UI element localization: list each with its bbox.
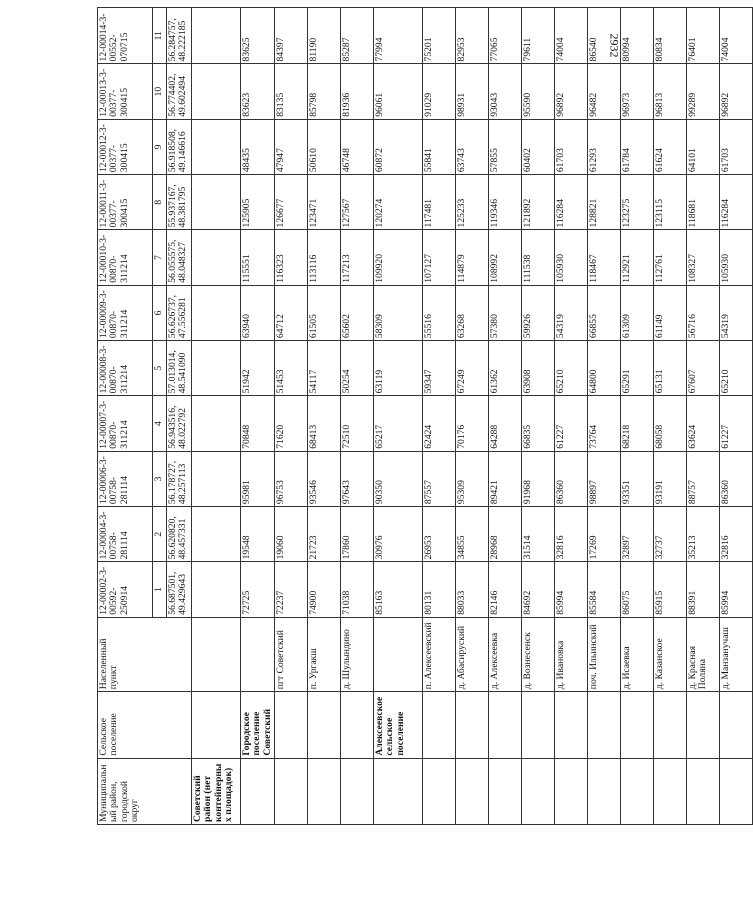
table-row bbox=[522, 8, 555, 825]
cell-distance: 68413 bbox=[308, 396, 341, 451]
cell-locality: п. Ургакш bbox=[308, 617, 341, 691]
cell-distance: 109920 bbox=[374, 230, 423, 285]
table-row bbox=[192, 8, 241, 825]
cell-distance: 60872 bbox=[374, 119, 423, 174]
cell-distance: 63268 bbox=[456, 285, 489, 340]
table-row bbox=[588, 8, 621, 825]
cell-distance: 95590 bbox=[522, 64, 555, 119]
cell-distance: 32897 bbox=[621, 507, 654, 562]
header-point-code: 12-00004-3-00758-281114 bbox=[98, 507, 153, 562]
cell-settlement bbox=[489, 692, 522, 758]
cell-distance: 62424 bbox=[423, 396, 456, 451]
point-coordinates: 56.055575, 48.048327 bbox=[167, 230, 192, 285]
cell-distance: 65210 bbox=[720, 341, 753, 396]
table-row bbox=[275, 8, 308, 825]
cell-distance: 70176 bbox=[456, 396, 489, 451]
column-number: 8 bbox=[153, 175, 167, 230]
cell-distance bbox=[192, 64, 241, 119]
cell-distance: 85163 bbox=[374, 562, 423, 617]
cell-distance: 123471 bbox=[308, 175, 341, 230]
point-coordinates: 57.013014, 48.541090 bbox=[167, 341, 192, 396]
cell-distance: 120274 bbox=[374, 175, 423, 230]
cell-distance: 96753 bbox=[275, 451, 308, 506]
cell-municipality bbox=[275, 758, 308, 824]
cell-distance: 118467 bbox=[588, 230, 621, 285]
cell-municipality bbox=[621, 758, 654, 824]
cell-distance: 65131 bbox=[654, 341, 687, 396]
table-row bbox=[555, 8, 588, 825]
header-settlement: Сельское поселение bbox=[98, 692, 192, 758]
cell-municipality bbox=[522, 758, 555, 824]
cell-locality: д. Вознесенск bbox=[522, 617, 555, 691]
cell-distance: 55841 bbox=[423, 119, 456, 174]
cell-distance: 66855 bbox=[588, 285, 621, 340]
cell-distance: 61624 bbox=[654, 119, 687, 174]
cell-distance: 61227 bbox=[555, 396, 588, 451]
cell-distance: 21723 bbox=[308, 507, 341, 562]
column-number: 2 bbox=[153, 507, 167, 562]
cell-distance: 98897 bbox=[588, 451, 621, 506]
cell-distance: 59926 bbox=[522, 285, 555, 340]
cell-distance: 19060 bbox=[275, 507, 308, 562]
cell-locality: д. Абасируский bbox=[456, 617, 489, 691]
cell-distance: 82953 bbox=[456, 8, 489, 64]
cell-settlement bbox=[423, 692, 456, 758]
cell-distance: 79611 bbox=[522, 8, 555, 64]
header-point-code: 12-00002-3-00592-250914 bbox=[98, 562, 153, 617]
table-row bbox=[456, 8, 489, 825]
cell-distance: 86540 bbox=[588, 8, 621, 64]
cell-distance bbox=[192, 507, 241, 562]
header-municipality: Муниципальный район, городской округ bbox=[98, 758, 192, 824]
cell-locality: д. Казанское bbox=[654, 617, 687, 691]
cell-municipality bbox=[489, 758, 522, 824]
cell-distance: 81936 bbox=[341, 64, 374, 119]
cell-distance: 59347 bbox=[423, 341, 456, 396]
cell-municipality bbox=[687, 758, 720, 824]
cell-distance: 86360 bbox=[555, 451, 588, 506]
cell-distance bbox=[192, 451, 241, 506]
cell-distance: 61703 bbox=[555, 119, 588, 174]
cell-distance: 84397 bbox=[275, 8, 308, 64]
cell-distance: 63908 bbox=[522, 341, 555, 396]
cell-distance: 61309 bbox=[621, 285, 654, 340]
cell-distance: 116323 bbox=[275, 230, 308, 285]
column-number: 7 bbox=[153, 230, 167, 285]
table-row bbox=[687, 8, 720, 825]
cell-locality: д. Манзанучаш bbox=[720, 617, 753, 691]
cell-settlement bbox=[456, 692, 489, 758]
cell-distance: 50254 bbox=[341, 341, 374, 396]
cell-distance: 61505 bbox=[308, 285, 341, 340]
cell-distance: 61784 bbox=[621, 119, 654, 174]
cell-distance: 85798 bbox=[308, 64, 341, 119]
column-number: 4 bbox=[153, 396, 167, 451]
cell-distance bbox=[192, 8, 241, 64]
table-row bbox=[654, 8, 687, 825]
cell-distance: 95309 bbox=[456, 451, 489, 506]
cell-distance: 74004 bbox=[720, 8, 753, 64]
cell-distance: 64101 bbox=[687, 119, 720, 174]
cell-settlement bbox=[341, 692, 374, 758]
cell-distance: 98931 bbox=[456, 64, 489, 119]
cell-distance: 50610 bbox=[308, 119, 341, 174]
cell-distance: 54319 bbox=[720, 285, 753, 340]
cell-distance: 64712 bbox=[275, 285, 308, 340]
cell-distance: 117481 bbox=[423, 175, 456, 230]
cell-distance: 75201 bbox=[423, 8, 456, 64]
cell-distance: 105930 bbox=[555, 230, 588, 285]
cell-distance: 93043 bbox=[489, 64, 522, 119]
cell-distance: 32816 bbox=[720, 507, 753, 562]
cell-distance bbox=[192, 562, 241, 617]
column-number: 1 bbox=[153, 562, 167, 617]
cell-distance: 89421 bbox=[489, 451, 522, 506]
cell-distance: 64288 bbox=[489, 396, 522, 451]
cell-settlement bbox=[275, 692, 308, 758]
cell-distance: 82146 bbox=[489, 562, 522, 617]
cell-distance: 56716 bbox=[687, 285, 720, 340]
point-coordinates: 56.626737, 47.556281 bbox=[167, 285, 192, 340]
cell-distance: 123115 bbox=[654, 175, 687, 230]
cell-settlement bbox=[720, 692, 753, 758]
cell-settlement bbox=[308, 692, 341, 758]
cell-distance: 63743 bbox=[456, 119, 489, 174]
cell-distance: 71038 bbox=[341, 562, 374, 617]
cell-locality: д. Алексеевка bbox=[489, 617, 522, 691]
cell-distance: 114879 bbox=[456, 230, 489, 285]
table-row bbox=[489, 8, 522, 825]
cell-distance: 96061 bbox=[374, 64, 423, 119]
cell-distance: 80994 bbox=[621, 8, 654, 64]
cell-distance: 61703 bbox=[720, 119, 753, 174]
header-point-code: 12-00011-3-00377-300415 bbox=[98, 175, 153, 230]
cell-distance: 48435 bbox=[241, 119, 275, 174]
cell-distance: 28968 bbox=[489, 507, 522, 562]
cell-settlement: Алексеевское сельское поселение bbox=[374, 692, 423, 758]
cell-distance: 88757 bbox=[687, 451, 720, 506]
cell-distance: 77065 bbox=[489, 8, 522, 64]
cell-distance: 84692 bbox=[522, 562, 555, 617]
cell-distance: 35213 bbox=[687, 507, 720, 562]
cell-distance: 86075 bbox=[621, 562, 654, 617]
cell-distance: 51942 bbox=[241, 341, 275, 396]
column-number: 10 bbox=[153, 64, 167, 119]
cell-locality bbox=[374, 617, 423, 691]
cell-distance: 96892 bbox=[555, 64, 588, 119]
cell-distance: 76401 bbox=[687, 8, 720, 64]
header-point-code: 12-00013-3-00377-300415 bbox=[98, 64, 153, 119]
cell-distance: 96892 bbox=[720, 64, 753, 119]
cell-distance: 80131 bbox=[423, 562, 456, 617]
cell-distance bbox=[192, 285, 241, 340]
cell-distance: 96973 bbox=[621, 64, 654, 119]
cell-settlement: Городское поселение Советский bbox=[241, 692, 275, 758]
cell-distance: 74900 bbox=[308, 562, 341, 617]
cell-distance: 116284 bbox=[555, 175, 588, 230]
cell-municipality bbox=[456, 758, 489, 824]
cell-distance: 125233 bbox=[456, 175, 489, 230]
cell-distance: 67249 bbox=[456, 341, 489, 396]
point-coordinates: 56.918508, 49.146616 bbox=[167, 119, 192, 174]
cell-distance: 86360 bbox=[720, 451, 753, 506]
cell-distance: 93191 bbox=[654, 451, 687, 506]
cell-distance: 61293 bbox=[588, 119, 621, 174]
cell-distance: 61227 bbox=[720, 396, 753, 451]
cell-distance: 93351 bbox=[621, 451, 654, 506]
cell-distance: 117213 bbox=[341, 230, 374, 285]
cell-distance: 30976 bbox=[374, 507, 423, 562]
table-row bbox=[341, 8, 374, 825]
cell-distance: 88033 bbox=[456, 562, 489, 617]
table-row bbox=[308, 8, 341, 825]
cell-distance: 91029 bbox=[423, 64, 456, 119]
cell-distance: 85287 bbox=[341, 8, 374, 64]
cell-distance: 81190 bbox=[308, 8, 341, 64]
cell-distance: 65291 bbox=[621, 341, 654, 396]
cell-distance: 97643 bbox=[341, 451, 374, 506]
column-number: 3 bbox=[153, 451, 167, 506]
cell-distance: 63940 bbox=[241, 285, 275, 340]
point-coordinates: 56.687501, 49.429643 bbox=[167, 562, 192, 617]
cell-municipality bbox=[588, 758, 621, 824]
cell-distance: 17269 bbox=[588, 507, 621, 562]
cell-distance: 51453 bbox=[275, 341, 308, 396]
cell-locality: пгт Советский bbox=[275, 617, 308, 691]
cell-settlement bbox=[654, 692, 687, 758]
cell-distance: 26953 bbox=[423, 507, 456, 562]
cell-municipality bbox=[720, 758, 753, 824]
cell-distance: 105930 bbox=[720, 230, 753, 285]
cell-distance: 31514 bbox=[522, 507, 555, 562]
cell-distance: 54319 bbox=[555, 285, 588, 340]
cell-distance: 113116 bbox=[308, 230, 341, 285]
cell-distance: 112761 bbox=[654, 230, 687, 285]
cell-distance: 54117 bbox=[308, 341, 341, 396]
cell-distance: 87557 bbox=[423, 451, 456, 506]
table-row bbox=[621, 8, 654, 825]
cell-distance: 68218 bbox=[621, 396, 654, 451]
cell-distance bbox=[192, 119, 241, 174]
cell-distance: 125905 bbox=[241, 175, 275, 230]
page-number: 2932 bbox=[607, 33, 622, 58]
cell-distance: 17860 bbox=[341, 507, 374, 562]
cell-distance: 83135 bbox=[275, 64, 308, 119]
cell-distance: 72510 bbox=[341, 396, 374, 451]
cell-distance: 126677 bbox=[275, 175, 308, 230]
cell-distance: 77994 bbox=[374, 8, 423, 64]
cell-distance: 63119 bbox=[374, 341, 423, 396]
cell-distance: 72237 bbox=[275, 562, 308, 617]
column-number: 6 bbox=[153, 285, 167, 340]
cell-distance: 60402 bbox=[522, 119, 555, 174]
cell-distance: 119346 bbox=[489, 175, 522, 230]
cell-settlement bbox=[588, 692, 621, 758]
cell-distance bbox=[192, 396, 241, 451]
cell-locality: д. Ивановка bbox=[555, 617, 588, 691]
header-point-code: 12-00009-3-00870-311214 bbox=[98, 285, 153, 340]
cell-municipality bbox=[308, 758, 341, 824]
table-row bbox=[374, 8, 423, 825]
cell-municipality bbox=[341, 758, 374, 824]
cell-locality: п. Алексеевский bbox=[423, 617, 456, 691]
cell-distance: 57380 bbox=[489, 285, 522, 340]
column-number: 9 bbox=[153, 119, 167, 174]
header-point-code: 12-00014-3-00552-070715 bbox=[98, 8, 153, 64]
point-coordinates: 56.178727, 48.257113 bbox=[167, 451, 192, 506]
cell-distance: 88391 bbox=[687, 562, 720, 617]
cell-distance: 116284 bbox=[720, 175, 753, 230]
header-point-code: 12-00012-3-00377-300415 bbox=[98, 119, 153, 174]
cell-distance: 95981 bbox=[241, 451, 275, 506]
cell-distance: 96482 bbox=[588, 64, 621, 119]
point-coordinates: 56.774402, 49.602494 bbox=[167, 64, 192, 119]
table-row bbox=[720, 8, 753, 825]
cell-distance: 55516 bbox=[423, 285, 456, 340]
cell-settlement bbox=[555, 692, 588, 758]
cell-settlement bbox=[621, 692, 654, 758]
cell-distance: 68058 bbox=[654, 396, 687, 451]
cell-distance: 19548 bbox=[241, 507, 275, 562]
cell-distance: 115551 bbox=[241, 230, 275, 285]
point-coordinates: 56.284757, 48.222185 bbox=[167, 8, 192, 64]
cell-distance: 108327 bbox=[687, 230, 720, 285]
cell-distance bbox=[192, 175, 241, 230]
cell-distance: 118681 bbox=[687, 175, 720, 230]
cell-locality: д. Красная Поляна bbox=[687, 617, 720, 691]
cell-locality bbox=[241, 617, 275, 691]
cell-distance: 67607 bbox=[687, 341, 720, 396]
header-point-code: 12-00006-3-00758-281114 bbox=[98, 451, 153, 506]
cell-municipality: Советский район (нет контейнерных площадок) bbox=[192, 758, 241, 824]
cell-municipality bbox=[374, 758, 423, 824]
cell-distance: 83625 bbox=[241, 8, 275, 64]
cell-distance bbox=[192, 230, 241, 285]
cell-distance: 34855 bbox=[456, 507, 489, 562]
header-locality: Населенный пункт bbox=[98, 617, 192, 691]
cell-distance: 80834 bbox=[654, 8, 687, 64]
cell-distance: 74004 bbox=[555, 8, 588, 64]
cell-municipality bbox=[423, 758, 456, 824]
cell-distance: 70848 bbox=[241, 396, 275, 451]
cell-distance: 66835 bbox=[522, 396, 555, 451]
cell-distance: 71620 bbox=[275, 396, 308, 451]
header-row bbox=[98, 8, 153, 825]
cell-distance: 64800 bbox=[588, 341, 621, 396]
cell-distance: 65210 bbox=[555, 341, 588, 396]
cell-distance: 85915 bbox=[654, 562, 687, 617]
cell-distance: 107127 bbox=[423, 230, 456, 285]
point-coordinates: 56.620820, 48.457331 bbox=[167, 507, 192, 562]
point-coordinates: 56.943516, 48.022792 bbox=[167, 396, 192, 451]
cell-distance: 99289 bbox=[687, 64, 720, 119]
cell-distance: 65217 bbox=[374, 396, 423, 451]
cell-municipality bbox=[241, 758, 275, 824]
cell-distance: 127567 bbox=[341, 175, 374, 230]
column-number: 5 bbox=[153, 341, 167, 396]
cell-distance bbox=[192, 341, 241, 396]
table-row bbox=[423, 8, 456, 825]
cell-settlement bbox=[522, 692, 555, 758]
cell-municipality bbox=[654, 758, 687, 824]
cell-distance: 61362 bbox=[489, 341, 522, 396]
cell-distance: 63624 bbox=[687, 396, 720, 451]
cell-settlement bbox=[687, 692, 720, 758]
cell-distance: 58309 bbox=[374, 285, 423, 340]
cell-distance: 61149 bbox=[654, 285, 687, 340]
cell-municipality bbox=[555, 758, 588, 824]
cell-distance: 91968 bbox=[522, 451, 555, 506]
cell-locality: д. Исаевка bbox=[621, 617, 654, 691]
cell-distance: 73764 bbox=[588, 396, 621, 451]
cell-distance: 72725 bbox=[241, 562, 275, 617]
distance-table bbox=[97, 7, 753, 825]
cell-distance: 93546 bbox=[308, 451, 341, 506]
cell-distance: 85994 bbox=[720, 562, 753, 617]
cell-distance: 111538 bbox=[522, 230, 555, 285]
cell-distance: 123275 bbox=[621, 175, 654, 230]
cell-distance: 128821 bbox=[588, 175, 621, 230]
cell-distance: 96813 bbox=[654, 64, 687, 119]
column-number: 11 bbox=[153, 8, 167, 64]
cell-distance: 85584 bbox=[588, 562, 621, 617]
cell-distance: 85994 bbox=[555, 562, 588, 617]
point-coordinates: 55.937167, 48.381795 bbox=[167, 175, 192, 230]
cell-distance: 112921 bbox=[621, 230, 654, 285]
header-point-code: 12-00007-3-00870-311214 bbox=[98, 396, 153, 451]
cell-distance: 47947 bbox=[275, 119, 308, 174]
cell-settlement bbox=[192, 692, 241, 758]
table-row bbox=[241, 8, 275, 825]
cell-distance: 32816 bbox=[555, 507, 588, 562]
cell-locality bbox=[192, 617, 241, 691]
cell-distance: 108992 bbox=[489, 230, 522, 285]
cell-locality: д. Шулындино bbox=[341, 617, 374, 691]
cell-distance: 121892 bbox=[522, 175, 555, 230]
cell-distance: 90350 bbox=[374, 451, 423, 506]
cell-distance: 65602 bbox=[341, 285, 374, 340]
cell-distance: 83623 bbox=[241, 64, 275, 119]
cell-distance: 46748 bbox=[341, 119, 374, 174]
cell-locality: поч. Ильинский bbox=[588, 617, 621, 691]
cell-distance: 32737 bbox=[654, 507, 687, 562]
header-point-code: 12-00008-3-00870-311214 bbox=[98, 341, 153, 396]
cell-distance: 57855 bbox=[489, 119, 522, 174]
header-point-code: 12-00010-3-00870-311214 bbox=[98, 230, 153, 285]
